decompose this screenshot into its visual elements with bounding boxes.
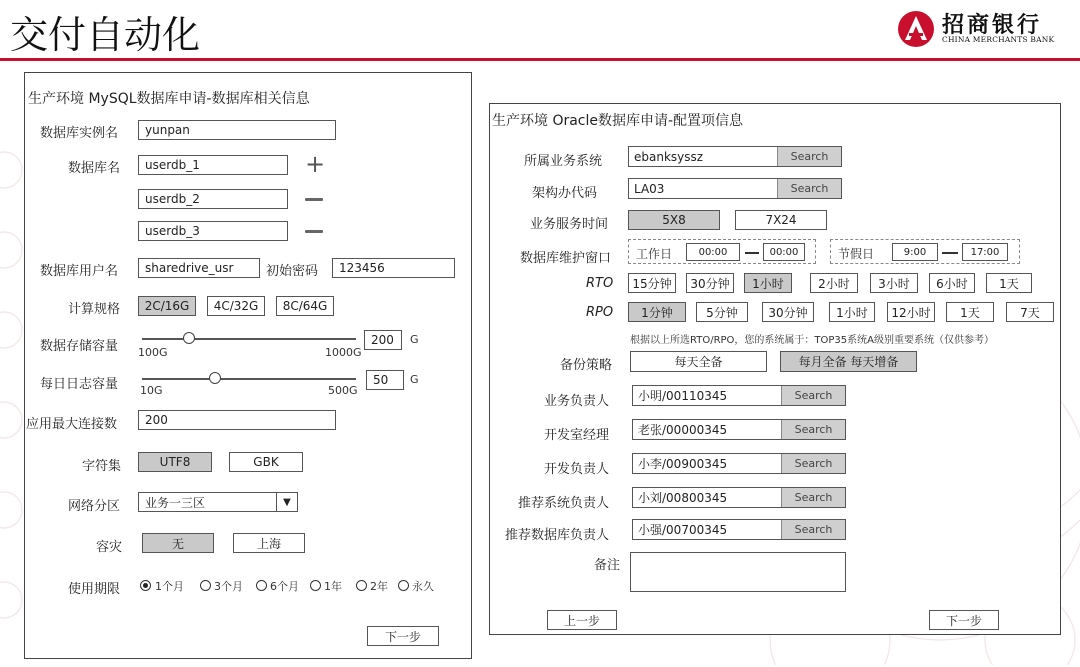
charset-label: 字符集 [82,459,122,474]
log-slider-handle[interactable] [209,372,221,384]
chevron-down-icon[interactable]: ▼ [276,493,297,511]
spec-option-4c32g[interactable]: 4C/32G [207,296,265,316]
service-time-label: 业务服务时间 [530,217,609,232]
init-password-input[interactable]: 123456 [332,258,455,278]
owner-label-business: 业务负责人 [544,394,610,409]
system-search-button[interactable]: Search [777,147,841,166]
instance-label: 数据库实例名 [40,126,119,141]
rpo-option-12h[interactable]: 12小时 [887,302,935,322]
mysql-form-title: 生产环境 MySQL数据库申请-数据库相关信息 [28,91,310,107]
slide-title: 交付自动化 [10,13,201,57]
arch-input[interactable] [628,178,842,199]
max-conn-label: 应用最大连接数 [26,417,118,432]
system-value: ebanksyssz [634,149,704,164]
owner-input-system[interactable] [632,487,846,508]
arch-label: 架构办代码 [532,186,598,201]
brand-name: 招商银行 [942,13,1043,38]
backup-label: 备份策略 [560,358,613,373]
rpo-label: RPO [586,305,614,320]
storage-slider-track [142,338,356,340]
oracle-next-button[interactable]: 下一步 [929,610,999,630]
holiday-end-input[interactable]: 17:00 [962,243,1008,261]
rto-option-1d[interactable]: 1天 [986,273,1032,293]
period-radio-1m[interactable] [140,580,151,591]
workday-range-dash [745,252,759,254]
service-option-7x24[interactable]: 7X24 [735,210,827,230]
holiday-range-dash [942,252,958,254]
holiday-start-input[interactable]: 9:00 [892,243,938,261]
rto-option-2h[interactable]: 2小时 [810,273,858,293]
log-min: 10G [140,384,163,397]
left-pattern [0,90,24,650]
db-user-label: 数据库用户名 [40,264,119,279]
rpo-option-1d[interactable]: 1天 [946,302,994,322]
charset-option-gbk[interactable]: GBK [229,452,303,472]
oracle-prev-button[interactable]: 上一步 [547,610,617,630]
period-label: 使用期限 [68,582,121,597]
dr-label: 容灾 [96,540,123,555]
log-max: 500G [328,384,358,397]
log-slider-track [142,378,356,380]
add-db-icon[interactable]: + [305,150,326,178]
period-label-6m: 6个月 [270,580,299,593]
service-option-5x8[interactable]: 5X8 [628,210,720,230]
bank-logo-icon [896,9,936,49]
owner-input-dba[interactable] [632,519,846,540]
system-input[interactable] [628,146,842,167]
spec-label: 计算规格 [68,302,121,317]
period-radio-forever[interactable] [398,580,409,591]
remove-db-icon[interactable] [305,230,323,233]
arch-search-button[interactable]: Search [777,179,841,198]
charset-option-utf8[interactable]: UTF8 [138,452,212,472]
maint-window-label: 数据库维护窗口 [520,251,612,266]
owner-search-business[interactable]: Search [781,386,845,405]
rto-option-1h[interactable]: 1小时 [744,273,792,293]
period-label-1y: 1年 [324,580,342,593]
backup-option-monthly-full[interactable]: 每月全备 每天增备 [780,351,917,372]
log-input[interactable]: 50 [366,370,404,390]
owner-label-dba: 推荐数据库负责人 [505,528,610,543]
rpo-option-1h[interactable]: 1小时 [829,302,875,322]
period-label-2y: 2年 [370,580,388,593]
storage-input[interactable]: 200 [364,330,402,350]
owner-search-dba[interactable]: Search [781,520,845,539]
brand-logo [896,9,936,49]
period-label-forever: 永久 [412,580,434,593]
db-name-label: 数据库名 [68,161,121,176]
owner-value-dev: 小李/00900345 [638,457,728,471]
rpo-option-30min[interactable]: 30分钟 [762,302,814,322]
owner-input-devmanager[interactable] [632,419,846,440]
period-radio-2y[interactable] [356,580,367,591]
owner-value-system: 小刘/00800345 [638,491,728,505]
period-radio-3m[interactable] [200,580,211,591]
title-underline [0,58,1080,61]
rto-option-15min[interactable]: 15分钟 [628,273,676,293]
holiday-label: 节假日 [838,247,875,261]
owner-value-dba: 小强/00700345 [638,523,728,537]
owner-input-dev[interactable] [632,453,846,474]
storage-label: 数据存储容量 [40,339,119,354]
rpo-option-5min[interactable]: 5分钟 [696,302,748,322]
period-radio-1y[interactable] [310,580,321,591]
system-label: 所属业务系统 [524,154,603,169]
period-radio-group [140,578,460,594]
owner-search-devmanager[interactable]: Search [781,420,845,439]
period-label-1m: 1个月 [155,580,184,593]
owner-label-devmanager: 开发室经理 [544,428,610,443]
network-zone-select[interactable] [138,492,298,512]
owner-input-business[interactable] [632,385,846,406]
owner-label-system: 推荐系统负责人 [518,496,610,511]
rto-option-6h[interactable]: 6小时 [929,273,975,293]
max-conn-input[interactable]: 200 [138,410,336,430]
workday-label: 工作日 [636,247,673,261]
init-password-label: 初始密码 [266,264,319,279]
owner-value-devmanager: 老张/00000345 [638,423,728,437]
storage-max: 1000G [325,346,362,359]
arch-value: LA03 [634,181,665,196]
note-label: 备注 [594,558,621,573]
network-zone-value: 业务一三区 [145,495,206,510]
rto-label: RTO [586,276,614,291]
storage-slider-handle[interactable] [183,332,195,344]
network-zone-label: 网络分区 [68,499,121,514]
db-name-input-2[interactable]: userdb_2 [138,189,288,209]
storage-min: 100G [138,346,168,359]
remove-db-icon[interactable] [305,198,323,201]
owner-value-business: 小明/00110345 [638,389,728,403]
dr-option-none[interactable]: 无 [142,533,214,553]
owner-label-dev: 开发负责人 [544,462,610,477]
mysql-next-button[interactable]: 下一步 [367,626,439,646]
brand-name-en: CHINA MERCHANTS BANK [942,35,1055,44]
period-radio-6m[interactable] [256,580,267,591]
rto-option-3h[interactable]: 3小时 [870,273,918,293]
period-label-3m: 3个月 [214,580,243,593]
oracle-form-title: 生产环境 Oracle数据库申请-配置项信息 [492,113,744,129]
db-user-input[interactable]: sharedrive_usr [138,258,260,278]
spec-option-2c16g[interactable]: 2C/16G [138,296,196,316]
storage-unit: G [410,333,419,346]
dr-option-shanghai[interactable]: 上海 [233,533,305,553]
note-textarea[interactable] [630,552,846,592]
log-label: 每日日志容量 [40,377,119,392]
workday-start-input[interactable]: 00:00 [686,243,740,261]
workday-end-input[interactable]: 00:00 [763,243,805,261]
db-name-input-3[interactable]: userdb_3 [138,221,288,241]
spec-option-8c64g[interactable]: 8C/64G [276,296,334,316]
backup-option-daily-full[interactable]: 每天全备 [630,351,767,372]
rpo-option-7d[interactable]: 7天 [1006,302,1054,322]
owner-search-dev[interactable]: Search [781,454,845,473]
rto-option-30min[interactable]: 30分钟 [686,273,734,293]
owner-search-system[interactable]: Search [781,488,845,507]
db-name-input-1[interactable]: userdb_1 [138,155,288,175]
rpo-option-1min[interactable]: 1分钟 [628,302,686,322]
instance-input[interactable]: yunpan [138,120,336,140]
log-unit: G [410,373,419,386]
rto-rpo-hint: 根据以上所选RTO/RPO，您的系统属于：TOP35系统A级别重要系统（仅供参考） [630,335,994,346]
